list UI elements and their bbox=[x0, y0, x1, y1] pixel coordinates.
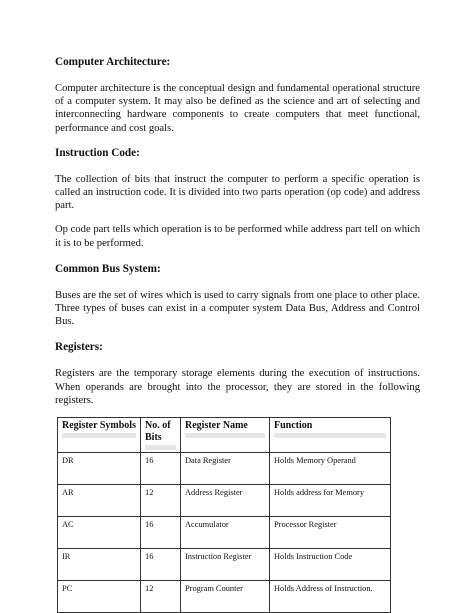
header-no-of-bits: No. of Bits bbox=[141, 418, 181, 453]
cell-symbol: IR bbox=[58, 549, 141, 581]
heading-computer-architecture: Computer Architecture: bbox=[55, 56, 171, 68]
heading-registers: Registers: bbox=[55, 341, 103, 354]
table-row bbox=[58, 453, 391, 485]
header-register-name: Register Name bbox=[181, 418, 270, 453]
cell-function: Holds Instruction Code bbox=[270, 549, 391, 581]
table-header-row bbox=[58, 418, 391, 453]
heading-common-bus-system: Common Bus System: bbox=[55, 262, 161, 275]
heading-instruction-code: Instruction Code: bbox=[55, 146, 140, 159]
cell-name: Data Register bbox=[181, 453, 270, 485]
cell-symbol: AC bbox=[58, 517, 141, 549]
cell-name: Address Register bbox=[181, 485, 270, 517]
cell-bits: 16 bbox=[141, 517, 181, 549]
table-row bbox=[58, 581, 391, 613]
cell-name: Accumulator bbox=[181, 517, 270, 549]
paragraph-common-bus-system: Buses are the set of wires which is used to carry signals from one place to other place. Three types of buses can exist in a computer system Data Bus, Address and Control Bus. bbox=[55, 289, 420, 328]
cell-function: Holds address for Memory bbox=[270, 485, 391, 517]
table-row bbox=[58, 485, 391, 517]
table-row bbox=[58, 549, 391, 581]
cell-symbol: PC bbox=[58, 581, 141, 613]
cell-bits: 16 bbox=[141, 453, 181, 485]
cell-function: Holds Memory Operand bbox=[270, 453, 391, 485]
header-register-symbols: Register Symbols bbox=[58, 418, 141, 453]
cell-symbol: AR bbox=[58, 485, 141, 517]
cell-symbol: DR bbox=[58, 453, 141, 485]
cell-function: Holds Address of Instruction. bbox=[270, 581, 391, 613]
paragraph-registers: Registers are the temporary storage elements during the execution of instructions. When operands are brought into the processor, they are stored in the following registers. bbox=[55, 368, 420, 406]
paragraph-instruction-code-1: The collection of bits that instruct the computer to perform a specific operation is called an instruction code. It is divided into two parts operation (op code) and address part. bbox=[55, 173, 420, 212]
document-content bbox=[55, 55, 420, 613]
table-row bbox=[58, 517, 391, 549]
cell-function: Processor Register bbox=[270, 517, 391, 549]
header-function: Function bbox=[270, 418, 391, 453]
paragraph-instruction-code-2: Op code part tells which operation is to be performed while address part tell on which it is to be performed. bbox=[55, 224, 420, 249]
cell-bits: 16 bbox=[141, 549, 181, 581]
cell-name: Instruction Register bbox=[181, 549, 270, 581]
cell-bits: 12 bbox=[141, 485, 181, 517]
paragraph-computer-architecture: Computer architecture is the conceptual design and fundamental operational structure of a computer system. It may also be defined as the science and art of selecting and interconnecting hardware components to create computers that meet functional, performance and cost goals. bbox=[55, 83, 420, 134]
registers-table bbox=[57, 417, 391, 613]
cell-bits: 12 bbox=[141, 581, 181, 613]
cell-name: Program Counter bbox=[181, 581, 270, 613]
